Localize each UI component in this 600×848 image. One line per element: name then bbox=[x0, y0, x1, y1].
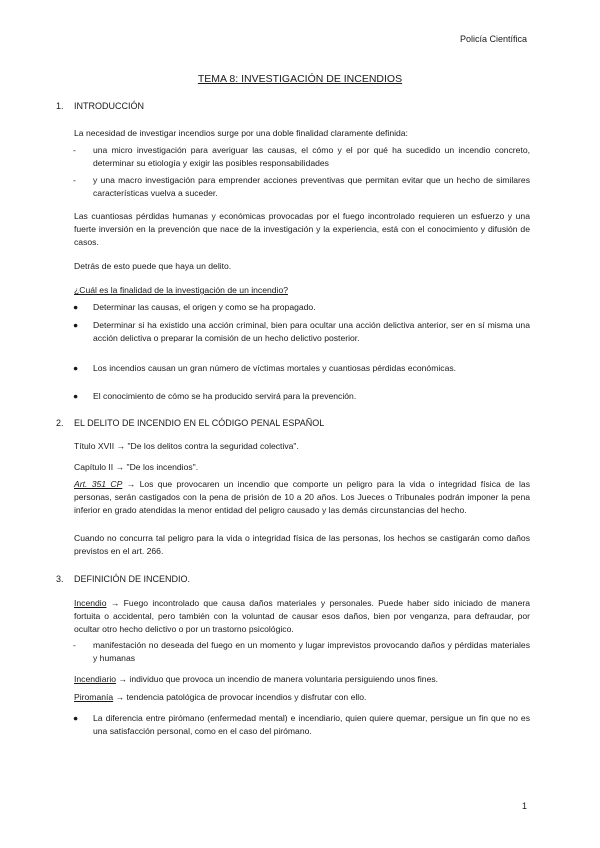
bullet-marker: ● bbox=[73, 363, 79, 373]
s1-question: ¿Cuál es la finalidad de la investigación de un incendio? bbox=[74, 285, 289, 295]
arrow: → bbox=[106, 598, 124, 608]
s3-incendiario bbox=[74, 673, 530, 686]
arrow: → bbox=[113, 692, 127, 702]
s1-bullet-1-text: Determinar las causas, el origen y como se ha propagado. bbox=[93, 302, 316, 312]
s1-paragraph-3: Detrás de esto puede que haya un delito. bbox=[74, 261, 232, 271]
s1-paragraph-2: Las cuantiosas pérdidas humanas y económicas provocadas por el fuego incontrolado requieren un esfuerzo y una fuerte inversión en la prevención que nace de la investigación y la experiencia, está con el conocimiento y difusión de casos. bbox=[74, 211, 530, 247]
section-1-title: INTRODUCCIÓN bbox=[74, 101, 144, 111]
arrow: → bbox=[116, 674, 130, 684]
s1-bullet-2 bbox=[73, 319, 530, 345]
s2-capitulo: Capítulo II → "De los incendios". bbox=[74, 462, 199, 472]
s1-dash-item-1-text: una micro investigación para averiguar las causas, el cómo y el por qué ha sucedido un incendio concreto, determinar su etiología y exigir las posibles responsabilidades bbox=[93, 145, 530, 168]
section-2-number: 2. bbox=[56, 418, 64, 428]
section-3-title: DEFINICIÓN DE INCENDIO. bbox=[74, 574, 191, 584]
incendio-term: Incendio bbox=[74, 598, 107, 608]
section-1-number: 1. bbox=[56, 101, 64, 111]
s3-bullet-1-text: La diferencia entre pirómano (enfermedad mental) e incendiario, quien quiere quemar, persigue un fin que no es una satisfacción personal, como en el caso del pirómano. bbox=[93, 713, 530, 736]
page-number: 1 bbox=[521, 801, 527, 811]
incendiario-definition: individuo que provoca un incendio de manera voluntaria persiguiendo unos fines. bbox=[129, 674, 439, 684]
dash-marker: - bbox=[73, 640, 76, 650]
s1-bullet-2-text: Determinar si ha existido una acción criminal, bien para ocultar una acción delictiva anterior, ser en sí misma una acción delictiva o preparar la comisión de un hecho delictivo posterior. bbox=[93, 320, 530, 343]
s2-article bbox=[74, 478, 530, 517]
page-title: TEMA 8: INVESTIGACIÓN DE INCENDIOS bbox=[197, 73, 403, 85]
bullet-marker: ● bbox=[73, 302, 79, 312]
s1-bullet-3-text: Los incendios causan un gran número de víctimas mortales y cuantiosas pérdidas económicas. bbox=[93, 363, 457, 373]
s1-dash-item-1 bbox=[73, 144, 530, 170]
s1-bullet-1 bbox=[73, 301, 530, 314]
s2-titulo: Título XVII → "De los delitos contra la seguridad colectiva". bbox=[74, 441, 299, 451]
s3-dash-item-1-text: manifestación no deseada del fuego en un momento y lugar imprevistos provocando daños y pérdidas materiales y humanas bbox=[93, 640, 530, 663]
article-351-label: Art. 351 CP bbox=[74, 479, 123, 489]
section-1-heading bbox=[56, 100, 144, 114]
piromania-definition: tendencia patológica de provocar incendios y disfrutar con ello. bbox=[126, 692, 367, 702]
s3-incendio bbox=[74, 597, 530, 636]
running-header: Policía Científica bbox=[459, 34, 527, 44]
bullet-marker: ● bbox=[73, 391, 79, 401]
section-2-heading bbox=[56, 417, 324, 431]
s1-bullet-4 bbox=[73, 390, 530, 403]
dash-marker: - bbox=[73, 145, 76, 155]
dash-marker: - bbox=[73, 175, 76, 185]
s3-bullet-1 bbox=[73, 712, 530, 738]
article-351-text: Los que provocaren un incendio que comporte un peligro para la vida o integridad física de las personas, serán castigados con la pena de prisión de 10 a 20 años. Los Jueces o Tribunales podrán imponer la pena inferior en grado atendidas la menor entidad del peligro causado y las demás circunstancias del hecho. bbox=[74, 479, 531, 515]
piromania-term: Piromanía bbox=[74, 692, 114, 702]
bullet-marker: ● bbox=[73, 713, 79, 723]
incendiario-term: Incendiario bbox=[74, 674, 117, 684]
s1-bullet-3 bbox=[73, 362, 530, 375]
arrow: → bbox=[122, 479, 140, 489]
s3-piromania bbox=[74, 691, 530, 704]
s1-dash-item-2 bbox=[73, 174, 530, 200]
section-2-title: EL DELITO DE INCENDIO EN EL CÓDIGO PENAL ESPAÑOL bbox=[74, 418, 325, 428]
section-3-heading bbox=[56, 573, 190, 587]
s1-paragraph-1: La necesidad de investigar incendios surge por una doble finalidad claramente definida: bbox=[74, 128, 408, 138]
section-3-number: 3. bbox=[56, 574, 64, 584]
s3-dash-item-1 bbox=[73, 639, 530, 665]
s1-bullet-4-text: El conocimiento de cómo se ha producido servirá para la prevención. bbox=[93, 391, 357, 401]
s2-article-cont: Cuando no concurra tal peligro para la vida o integridad física de las personas, los hechos se castigarán como daños previstos en el art. 266. bbox=[74, 533, 530, 556]
s1-dash-item-2-text: y una macro investigación para emprender acciones preventivas que permitan evitar que un hecho de similares características vuelva a suceder. bbox=[93, 175, 530, 198]
bullet-marker: ● bbox=[73, 320, 79, 330]
incendio-definition: Fuego incontrolado que causa daños materiales y personales. Puede haber sido iniciado de manera fortuita o accidental, pero también con la voluntad de causar esos daños, bien por venganza, para defraudar, por ocultar otro hecho delictivo o por un trastorno psicológico. bbox=[74, 598, 531, 634]
